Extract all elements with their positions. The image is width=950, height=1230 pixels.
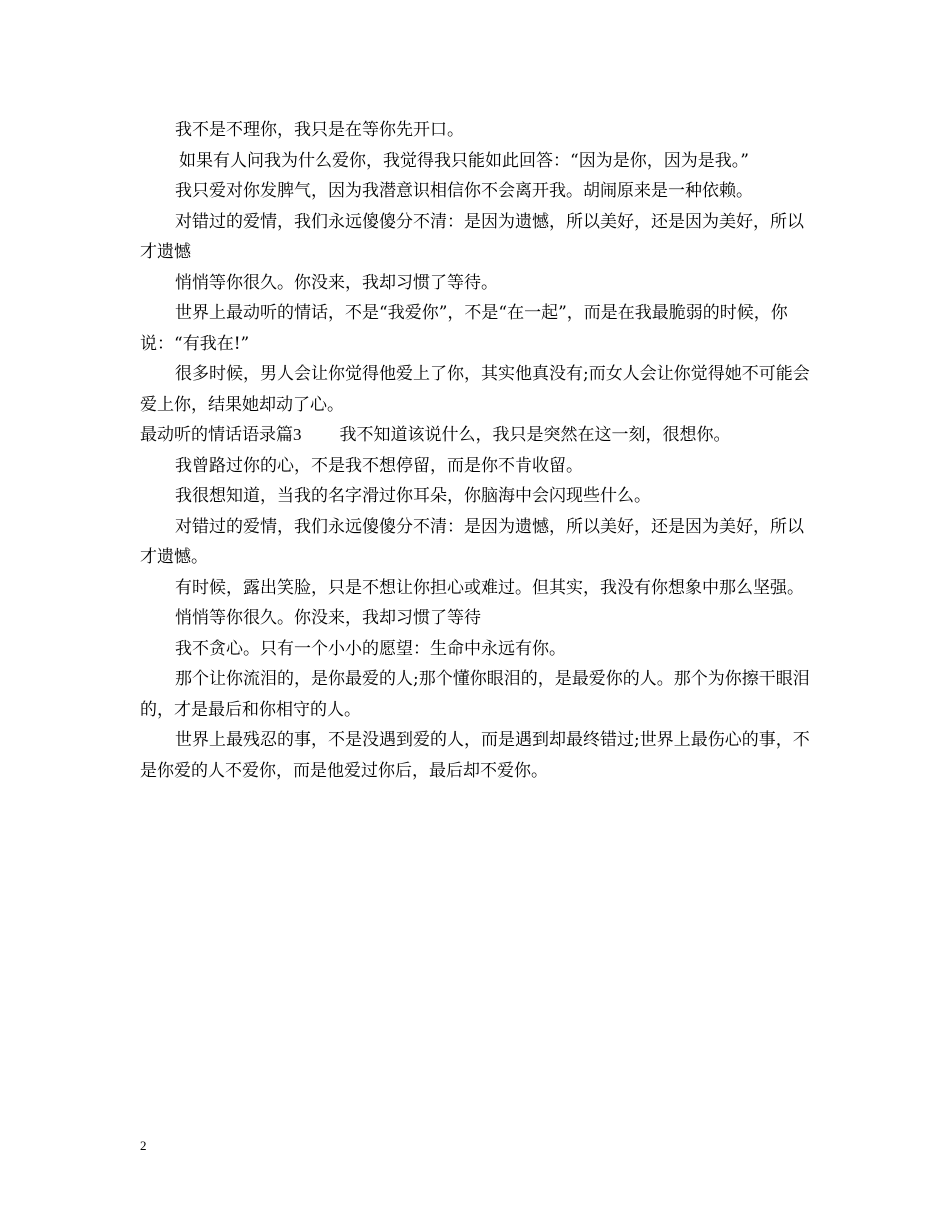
paragraph: 我曾路过你的心，不是我不想停留，而是你不肯收留。	[175, 455, 583, 476]
paragraph: 我只爱对你发脾气，因为我潜意识相信你不会离开我。胡闹原来是一种依赖。	[175, 181, 753, 201]
section-title: 最动听的情话语录篇3	[140, 425, 302, 444]
paragraph: 那个让你流泪的，是你最爱的人;那个懂你眼泪的，是最爱你的人。那个为你擦干眼泪的，才是最后和你相守的人。	[140, 669, 810, 720]
paragraph: 很多时候，男人会让你觉得他爱上了你，其实他真没有;而女人会让你觉得她不可能会爱上你，结果她却动了心。	[140, 364, 810, 415]
paragraph: 有时候，露出笑脸，只是不想让你担心或难过。但其实，我没有你想象中那么坚强。	[175, 577, 804, 598]
paragraph: 如果有人问我为什么爱你，我觉得我只能如此回答：“因为是你，因为是我。”	[179, 150, 749, 171]
paragraph: 对错过的爱情，我们永远傻傻分不清：是因为遗憾，所以美好，还是因为美好，所以才遗憾。	[140, 516, 804, 567]
section-heading-line	[140, 420, 820, 451]
paragraph: 我不贪心。只有一个小小的愿望：生命中永远有你。	[175, 638, 566, 659]
paragraph: 我很想知道，当我的名字滑过你耳朵，你脑海中会闪现些什么。	[175, 486, 651, 506]
paragraph: 悄悄等你很久。你没来，我却习惯了等待	[175, 608, 481, 628]
document-body	[140, 115, 820, 786]
paragraph: 世界上最残忍的事，不是没遇到爱的人，而是遇到却最终错过;世界上最伤心的事，不是你爱的人不爱你，而是他爱过你后，最后却不爱你。	[140, 730, 810, 781]
paragraph: 我不是不理你，我只是在等你先开口。	[175, 120, 464, 140]
paragraph: 世界上最动听的情话，不是“我爱你”，不是“在一起”，而是在我最脆弱的时候，你说：“有我在!”	[140, 303, 788, 354]
paragraph: 悄悄等你很久。你没来，我却习惯了等待。	[175, 272, 498, 293]
section-first-line: 我不知道该说什么，我只是突然在这一刻，很想你。	[339, 425, 731, 445]
paragraph: 对错过的爱情，我们永远傻傻分不清：是因为遗憾，所以美好，还是因为美好，所以才遗憾	[140, 211, 804, 262]
page-number: 2	[140, 1138, 147, 1153]
